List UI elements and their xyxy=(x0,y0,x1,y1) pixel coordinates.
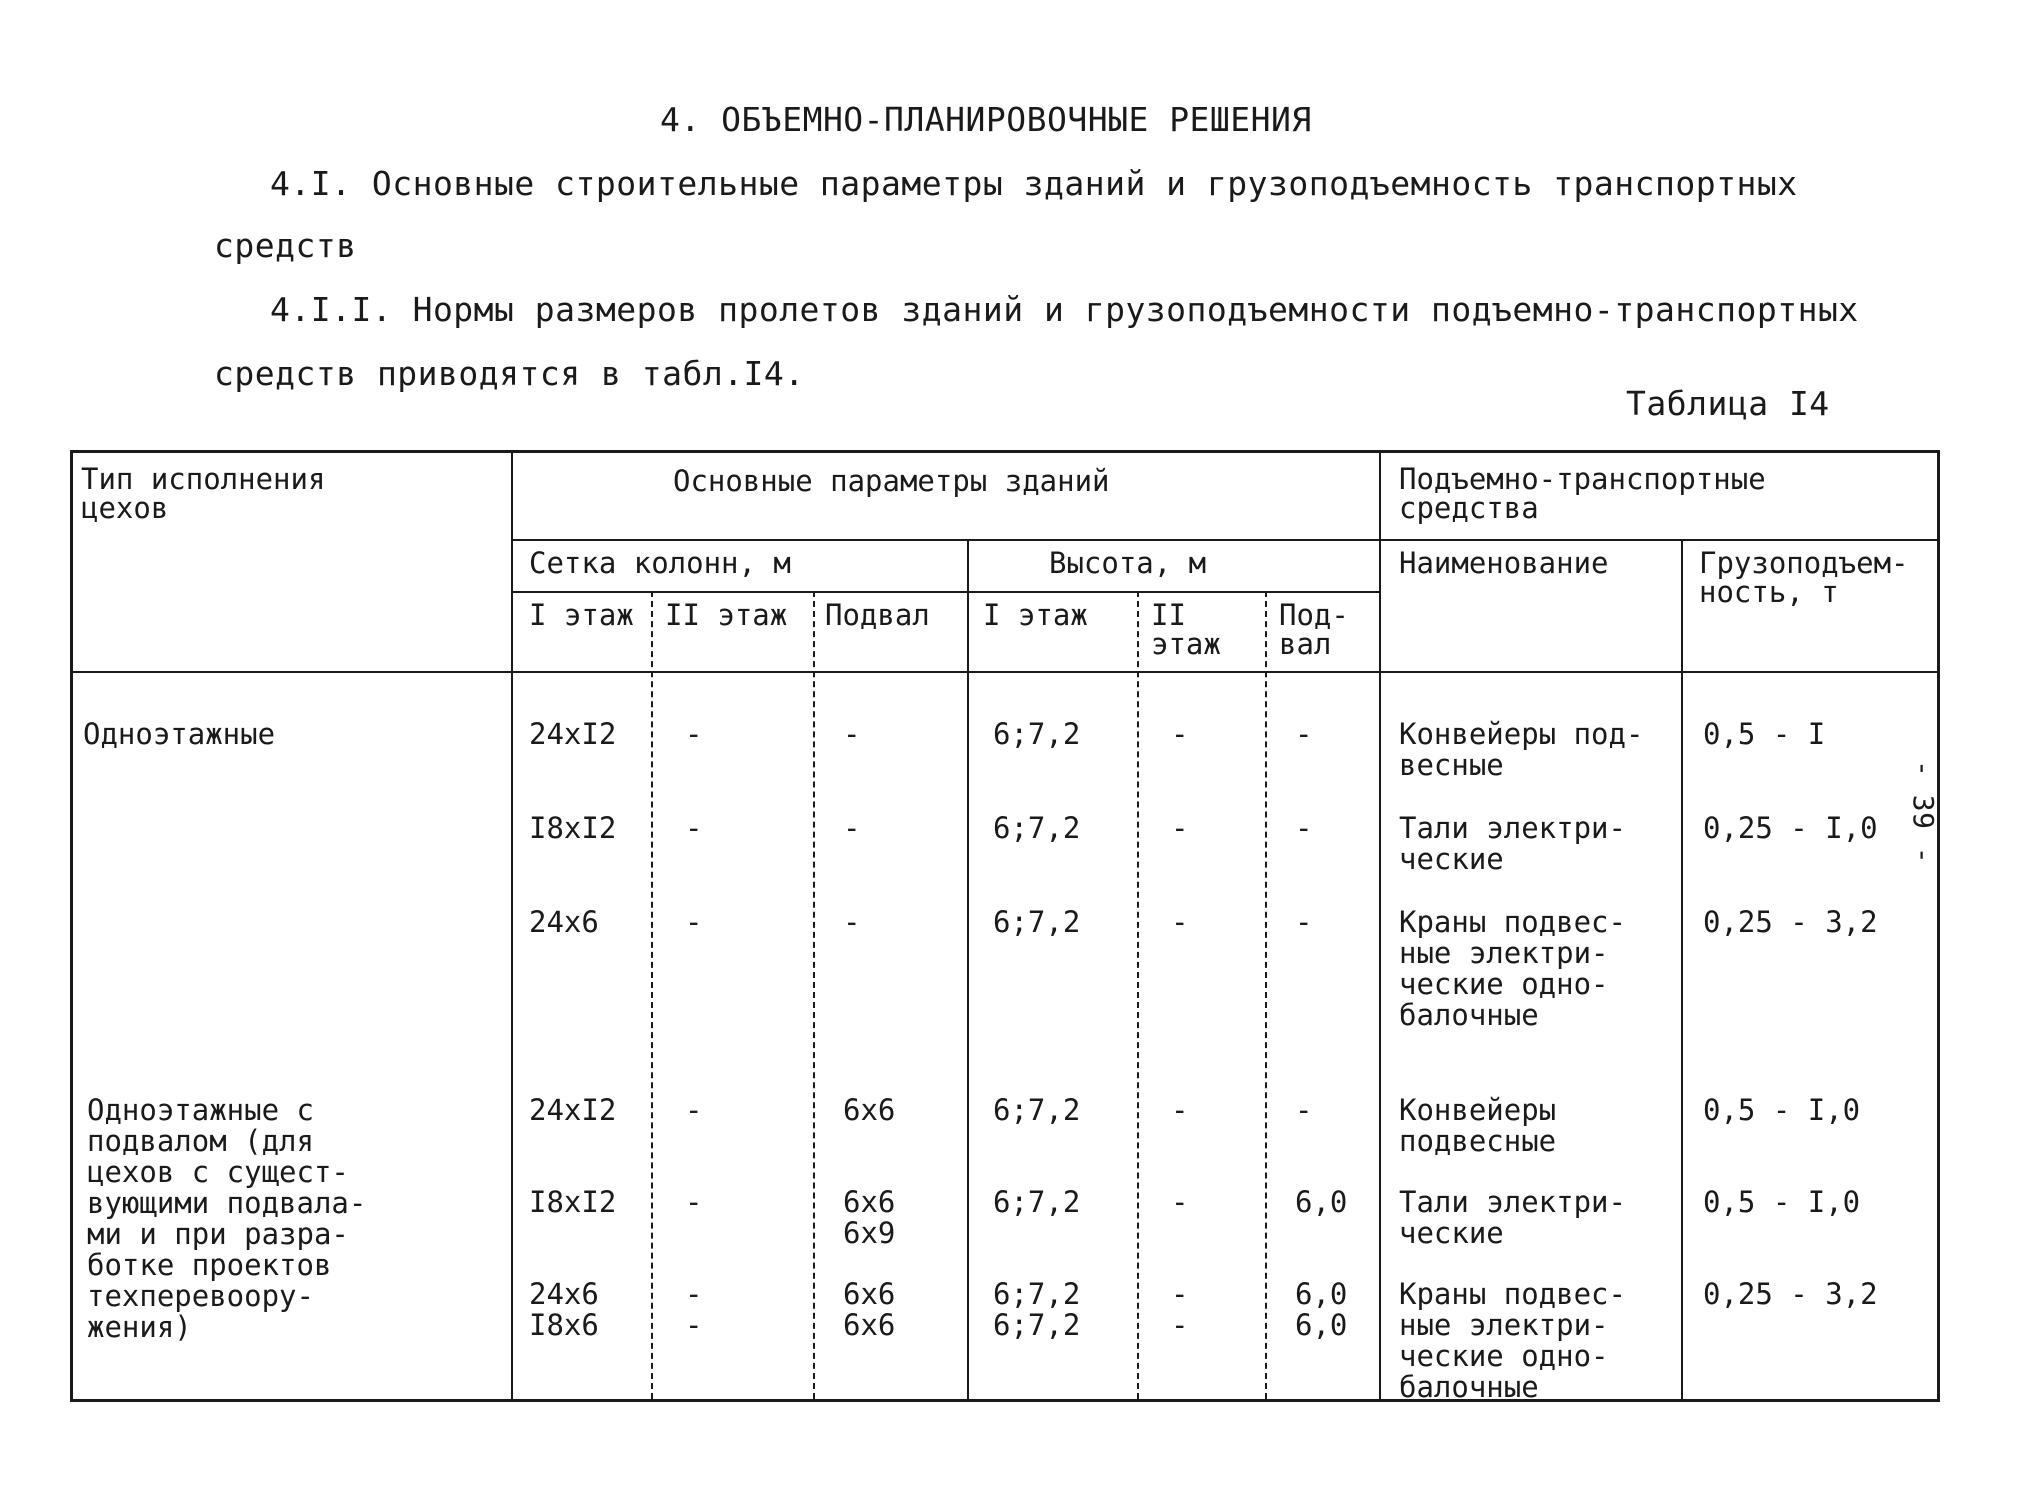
cell-grid1: I8xI2 xyxy=(529,811,617,845)
header-height-floor1: I этаж xyxy=(983,598,1088,632)
cell-capacity: 0,5 - I xyxy=(1703,717,1826,751)
col-rule xyxy=(1681,539,1683,1399)
col-rule xyxy=(1265,591,1267,1399)
group-type-label: Одноэтажные xyxy=(83,717,276,751)
cell-capacity: 0,25 - I,0 xyxy=(1703,811,1878,845)
cell-h2: - xyxy=(1171,811,1189,845)
cell-h1: 6;7,2 xyxy=(993,717,1081,751)
header-rule xyxy=(511,591,1379,593)
cell-h2: - xyxy=(1171,1093,1189,1127)
header-grid-floor2: II этаж xyxy=(665,598,788,632)
cell-h1: 6;7,2 xyxy=(993,1093,1081,1127)
cell-hb: - xyxy=(1295,717,1313,751)
paragraph-4-1-1-line1: 4.I.I. Нормы размеров пролетов зданий и грузоподъемности подъемно-транспортных xyxy=(270,290,1859,329)
cell-h2: - xyxy=(1171,1185,1189,1219)
cell-grid2: - - xyxy=(685,1277,703,1342)
paragraph-4-1-line1: 4.I. Основные строительные параметры зданий и грузоподъемность транспортных xyxy=(270,164,1798,203)
cell-grid2: - xyxy=(685,811,703,845)
cell-grid1: 24xI2 xyxy=(529,1093,617,1127)
cell-name: Краны подвес- ные электри- ческие одно- балочные xyxy=(1399,905,1626,1032)
cell-h1: 6;7,2 xyxy=(993,811,1081,845)
header-height-floor2: II этаж xyxy=(1151,598,1221,661)
cell-basement: 6x6 6x6 xyxy=(843,1277,896,1342)
cell-hb: - xyxy=(1295,1093,1313,1127)
cell-name: Конвейеры подвесные xyxy=(1399,1093,1557,1158)
cell-h2: - xyxy=(1171,717,1189,751)
paragraph-4-1-line2: средств xyxy=(214,226,357,265)
cell-capacity: 0,25 - 3,2 xyxy=(1703,905,1878,939)
page-number: - 39 - xyxy=(1907,760,1940,865)
cell-capacity: 0,25 - 3,2 xyxy=(1703,1277,1878,1311)
cell-h1: 6;7,2 xyxy=(993,905,1081,939)
cell-grid2: - xyxy=(685,717,703,751)
header-rule xyxy=(73,671,1937,673)
parameters-table xyxy=(70,450,1940,1402)
cell-name: Тали электри- ческие xyxy=(1399,811,1626,876)
cell-grid1: 24xI2 xyxy=(529,717,617,751)
cell-name: Тали электри- ческие xyxy=(1399,1185,1626,1250)
cell-h2: - - xyxy=(1171,1277,1189,1342)
col-rule xyxy=(651,591,653,1399)
header-grid-basement: Подвал xyxy=(825,598,930,632)
paragraph-4-1-1-line2: средств приводятся в табл.I4. xyxy=(214,354,805,393)
header-lifting-capacity: Грузоподъем- ность, т xyxy=(1699,546,1909,609)
cell-basement: 6x6 6x9 xyxy=(843,1185,896,1250)
header-rule xyxy=(511,539,1937,541)
section-heading: 4. ОБЪЕМНО-ПЛАНИРОВОЧНЫЕ РЕШЕНИЯ xyxy=(660,100,1312,139)
header-lifting: Подъемно-транспортные средства xyxy=(1399,462,1766,525)
cell-hb: 6,0 6,0 xyxy=(1295,1277,1348,1342)
header-grid: Сетка колонн, м xyxy=(529,546,791,580)
table-caption: Таблица I4 xyxy=(1626,384,1830,423)
group-type-label: Одноэтажные с подвалом (для цехов с сущест- вующими подвала- ми и при разра- ботке проектов техперевоору- жения) xyxy=(87,1093,367,1344)
cell-hb: 6,0 xyxy=(1295,1185,1348,1219)
header-type: Тип исполнения цехов xyxy=(81,462,326,525)
cell-basement: 6x6 xyxy=(843,1093,896,1127)
header-height: Высота, м xyxy=(1049,546,1207,580)
cell-grid2: - xyxy=(685,1185,703,1219)
col-rule xyxy=(967,539,969,1399)
cell-name: Конвейеры под- весные xyxy=(1399,717,1644,782)
cell-basement: - xyxy=(843,905,861,939)
cell-hb: - xyxy=(1295,811,1313,845)
col-rule xyxy=(1137,591,1139,1399)
cell-basement: - xyxy=(843,717,861,751)
col-rule xyxy=(813,591,815,1399)
header-lifting-name: Наименование xyxy=(1399,546,1609,580)
cell-grid1: 24x6 I8x6 xyxy=(529,1277,599,1342)
col-rule xyxy=(511,453,513,1399)
cell-hb: - xyxy=(1295,905,1313,939)
cell-h1: 6;7,2 6;7,2 xyxy=(993,1277,1081,1342)
header-height-basement: Под- вал xyxy=(1279,598,1349,661)
cell-h1: 6;7,2 xyxy=(993,1185,1081,1219)
cell-grid2: - xyxy=(685,1093,703,1127)
header-main-params: Основные параметры зданий xyxy=(673,464,1110,498)
cell-capacity: 0,5 - I,0 xyxy=(1703,1093,1861,1127)
cell-capacity: 0,5 - I,0 xyxy=(1703,1185,1861,1219)
col-rule xyxy=(1379,453,1381,1399)
cell-grid1: 24x6 xyxy=(529,905,599,939)
cell-grid1: I8xI2 xyxy=(529,1185,617,1219)
cell-basement: - xyxy=(843,811,861,845)
cell-name: Краны подвес- ные электри- ческие одно- балочные xyxy=(1399,1277,1626,1404)
cell-grid2: - xyxy=(685,905,703,939)
header-grid-floor1: I этаж xyxy=(529,598,634,632)
cell-h2: - xyxy=(1171,905,1189,939)
